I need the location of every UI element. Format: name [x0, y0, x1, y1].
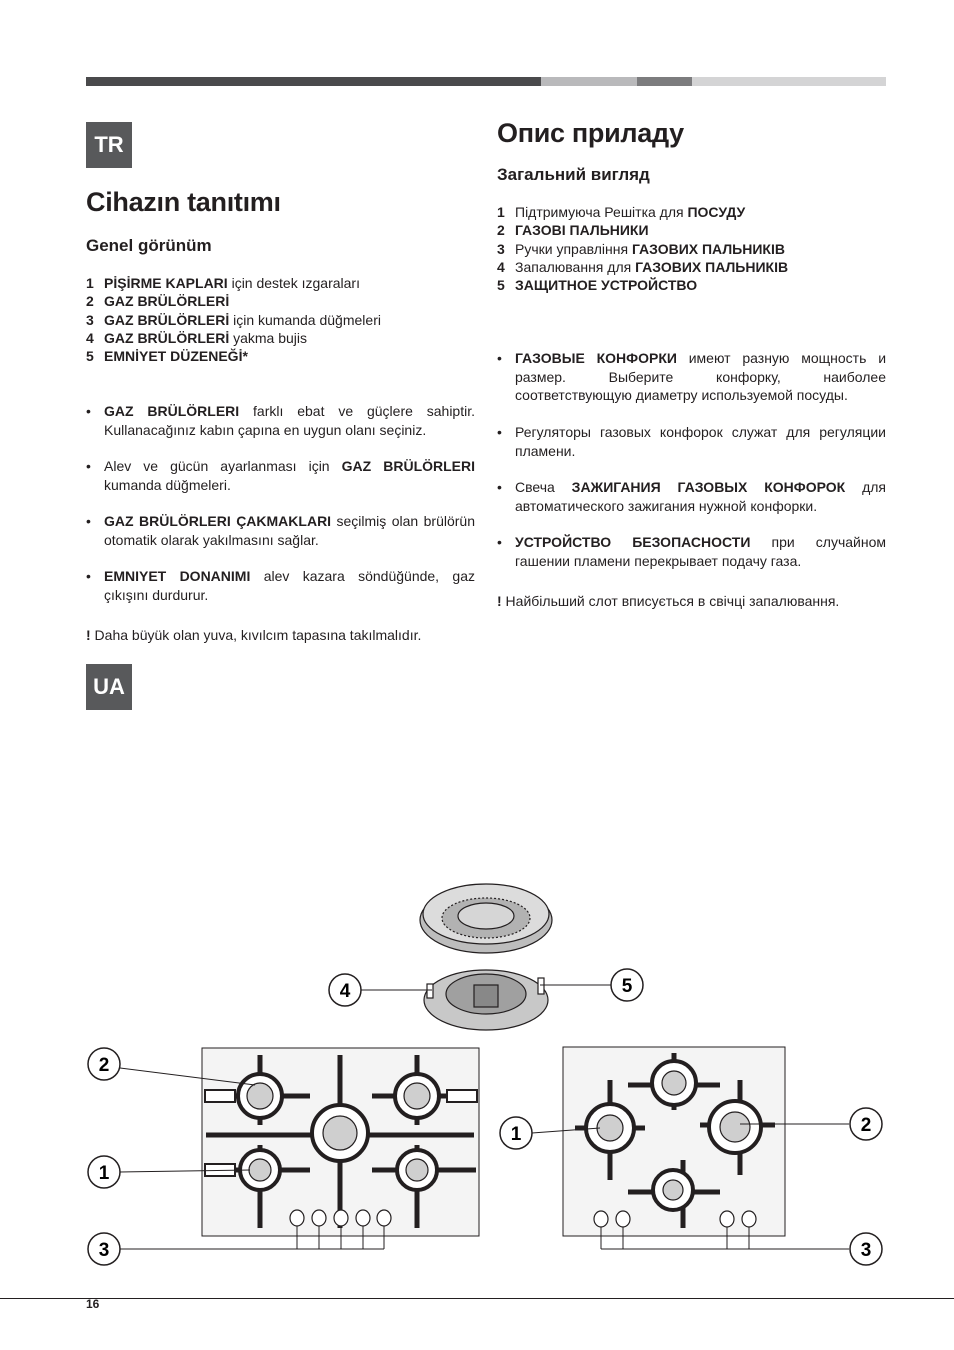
list-item: 4 GAZ BRÜLÖRLERİ yakma bujis — [86, 329, 308, 346]
list-item: 3 GAZ BRÜLÖRLERİ için kumanda düğmeleri — [86, 311, 381, 328]
bullet-tr-2: • Alev ve gücün ayarlanması için GAZ BRÜLÖRLERI kumanda düğmeleri. — [86, 458, 476, 493]
bullet-tr-3: • GAZ BRÜLÖRLERI ÇAKMAKLARI seçilmiş olan brülörün otomatik olarak yakılmasını sağlar. — [86, 513, 475, 548]
callout-5 — [611, 969, 643, 1001]
svg-text:3: 3 — [860, 1240, 872, 1261]
bullet-ua-4: • УСТРОЙСТВО БЕЗОПАСНОСТИ при случайном гашении пламени перекрывает подачу газа. — [497, 534, 886, 569]
list-item: 1 Підтримуюча Решітка для ПОСУДУ — [497, 204, 746, 220]
svg-text:4: 4 — [339, 981, 351, 1002]
callout-4 — [329, 974, 361, 1006]
hob-left — [202, 1048, 479, 1236]
list-item: 2 GAZ BRÜLÖRLERİ — [86, 293, 230, 310]
callout-3-left — [88, 1233, 120, 1265]
svg-text:1: 1 — [510, 1124, 522, 1145]
lang-badge-tr: TR — [86, 122, 132, 168]
list-item: 5 EMNİYET DÜZENEĞİ* — [86, 348, 248, 365]
burner-detail — [420, 884, 552, 1030]
lang-badge-ua: UA — [86, 664, 132, 710]
callout-2-left — [88, 1048, 120, 1080]
callout-2-right — [850, 1108, 882, 1140]
list-item: 3 Ручки управління ГАЗОВИХ ПАЛЬНИКІВ — [497, 240, 785, 257]
title-ua: Опис приладу — [497, 118, 684, 148]
list-item: 5 ЗАЩИТНОЕ УСТРОЙСТВО — [497, 277, 698, 294]
subtitle-tr: Genel görünüm — [86, 236, 212, 255]
svg-text:2: 2 — [98, 1055, 110, 1076]
callout-1-left — [88, 1156, 120, 1188]
bullet-ua-3: • Свеча ЗАЖИГАНИЯ ГАЗОВЫХ КОНФОРОК для автоматического зажигания нужной конфорки. — [497, 479, 886, 514]
title-tr: Cihazın tanıtımı — [86, 187, 281, 217]
footer-rule — [0, 1298, 954, 1299]
subtitle-ua: Загальний вигляд — [497, 165, 650, 184]
list-item: 2 ГАЗОВІ ПАЛЬНИКИ — [497, 222, 649, 239]
note-ua: ! Найбільший слот вписується в свічці запалювання. — [497, 593, 840, 609]
bullet-tr-4: • EMNIYET DONANIMI alev kazara söndüğünde, gaz çıkışını durdurur. — [86, 568, 475, 603]
list-item: 1 PİŞİRME KAPLARI için destek ızgaraları — [86, 275, 360, 291]
callout-3-right — [850, 1233, 882, 1265]
callout-1-right — [500, 1117, 532, 1149]
bullet-tr-1: • GAZ BRÜLÖRLERI farklı ebat ve güçlere sahiptir. Kullanacağınız kabın çapına en uygun olanı seçiniz. — [86, 403, 475, 438]
bullet-ua-2: • Регуляторы газовых конфорок служат для регуляции пламени. — [497, 424, 886, 459]
list-item: 4 Запалювання для ГАЗОВИХ ПАЛЬНИКІВ — [497, 258, 789, 275]
page-number: 16 — [86, 1297, 100, 1311]
svg-text:1: 1 — [98, 1163, 110, 1184]
bullet-ua-1: • ГАЗОВЫЕ КОНФОРКИ имеют разную мощность и размер. Выберите конфорку, наиболее соответствующую диаметру используемой посуды. — [497, 350, 887, 403]
note-tr: ! Daha büyük olan yuva, kıvılcım tapasına takılmalıdır. — [86, 627, 422, 643]
svg-text:3: 3 — [98, 1240, 110, 1261]
hob-right — [563, 1047, 785, 1236]
svg-text:5: 5 — [621, 976, 633, 997]
svg-text:2: 2 — [860, 1115, 872, 1136]
